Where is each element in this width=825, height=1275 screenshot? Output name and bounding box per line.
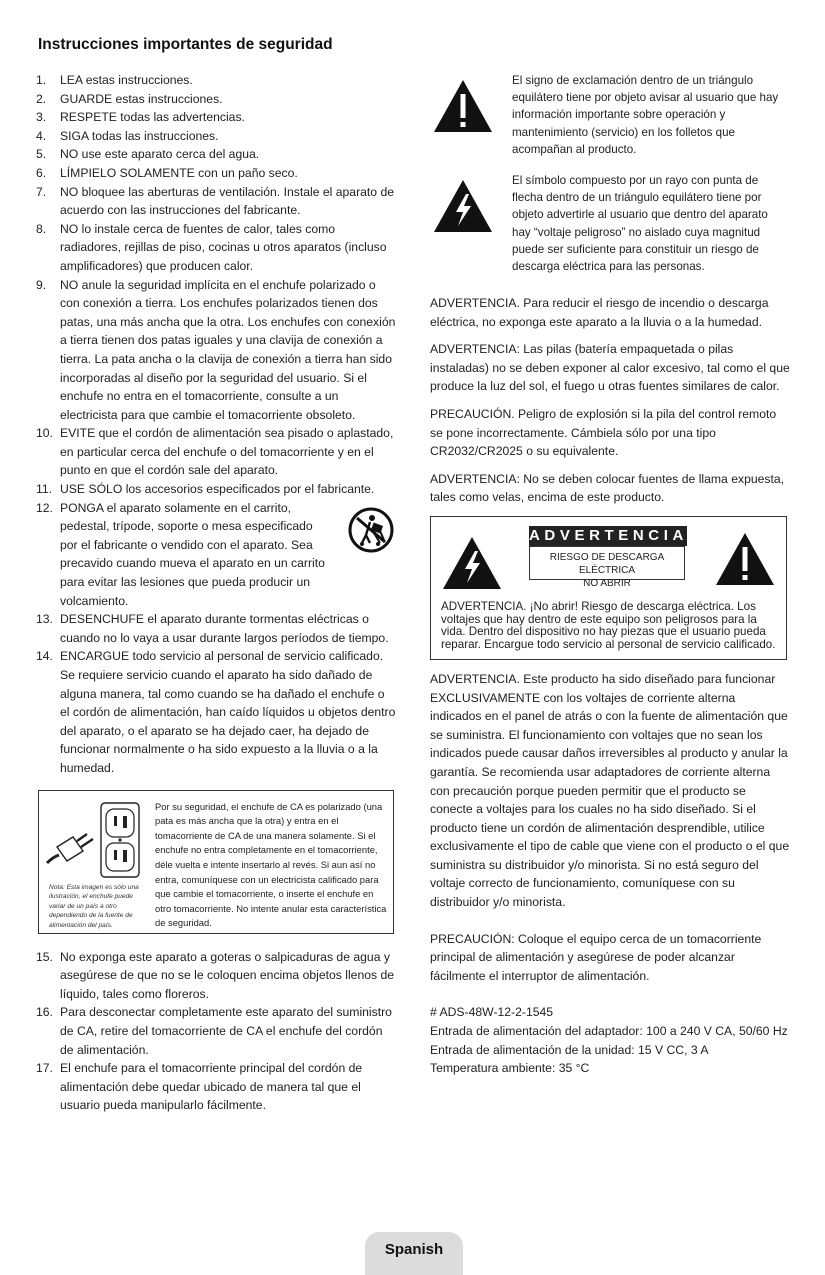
item-text: NO lo instale cerca de fuentes de calor, tales como radiadores, rejillas de piso, cocinas u otros aparatos (incluso amplificadores) que producen calor. <box>60 221 387 273</box>
list-item <box>36 108 396 127</box>
caution-remote-battery: PRECAUCIÓN. Peligro de explosión si la pila del control remoto se pone incorrectamente. Cámbiela sólo por una tipo CR2032/CR2025 o su equivalente. <box>430 406 777 459</box>
polarized-plug-outlet-icon <box>43 801 143 879</box>
item-text: NO anule la seguridad implícita en el enchufe polarizado o con conexión a tierra. Los enchufes polarizados tienen dos patas, una más ancha que la otra. Los enchufes con conexión a tierra tienen dos patas iguales y una clavija de conexión a tierra. La pata ancha o la clavija de conexión a tierra han sido incorporadas al diseño por la seguridad del usuario. Si el enchufe no entra en el tomacorriente, consulte a un electricista para que cambie el tomacorriente obsoleto. <box>60 277 396 422</box>
item-number: 17. <box>36 1061 53 1076</box>
polarized-plug-notice <box>38 790 394 934</box>
warning-open-flame: ADVERTENCIA: No se deben colocar fuentes de llama expuesta, tales como velas, encima de este producto. <box>430 471 785 505</box>
plug-notice-text: Por su seguridad, el enchufe de CA es polarizado (una pata es más ancha que la otra) y entra en el tomacorriente de CA de una manera solamente. Si el enchufe no entra completamente en el tomacorriente, déle vuelta e intente insertarlo al revés. Si aun así no entra, comuníquese con un electricista calificado para que cambie el tomacorriente, o inserte el enchufe en otro tomacorriente. No intente anular esta característica de seguridad. <box>155 800 387 929</box>
exclamation-symbol-explanation <box>430 72 790 172</box>
item-number: 5. <box>36 147 47 162</box>
item-number: 15. <box>36 949 53 964</box>
safety-instructions-list <box>36 71 396 778</box>
list-item <box>36 610 396 647</box>
item-number: 1. <box>36 73 47 87</box>
exclamation-triangle-icon <box>432 78 494 134</box>
safety-instructions-list-continued <box>36 948 396 1115</box>
item-text: SIGA todas las instrucciones. <box>60 128 219 143</box>
item-text: El enchufe para el tomacorriente principal del cordón de alimentación debe quedar ubicado de manera tal que el usuario pueda manipularlo fácilmente. <box>60 1061 363 1113</box>
item-number: 9. <box>36 277 47 292</box>
item-text: NO use este aparato cerca del agua. <box>60 147 260 162</box>
list-item <box>36 164 396 183</box>
left-column <box>36 71 396 1115</box>
lightning-triangle-icon <box>432 178 494 234</box>
item-text: ENCARGUE todo servicio al personal de servicio calificado. Se requiere servicio cuando el aparato ha sido dañado de alguna manera, tal como cuando se ha dañado el enchufe o el cordón de alimentación, han caído líquidos u objetos dentro del aparato, o el aparato se ha dejado caer, ha dejado de funcionar normalmente o ha sido expuesto a la lluvia o a la humedad. <box>60 649 396 775</box>
item-number: 7. <box>36 184 47 199</box>
item-text: RESPETE todas las advertencias. <box>60 110 245 125</box>
model-number: # ADS-48W-12-2-1545 <box>430 1005 554 1020</box>
caution-power-outlet: PRECAUCIÓN: Coloque el equipo cerca de un tomacorriente principal de alimentación y asegúrese de poder alcanzar fácilmente el interruptor de alimentación. <box>430 931 762 983</box>
lightning-triangle-icon <box>441 535 503 591</box>
warning-sub-line: NO ABRIR <box>583 577 631 589</box>
plug-illustration-note: Nota: Esta imagen es sólo una ilustración, el enchufe puede variar de un país a otro dependiendo de la fuente de alimentación del país. <box>49 883 139 929</box>
list-item <box>36 424 396 480</box>
list-item <box>36 1059 396 1115</box>
ambient-temperature: Temperatura ambiente: 35 °C <box>430 1061 590 1076</box>
item-text: PONGA el aparato solamente en el carrito, pedestal, trípode, soporte o mesa especificado por el fabricante o vendido con el aparato. Sea precavido cuando mueva el aparato en un carrito para evitar las lesiones que pueda producir un volcamiento. <box>60 500 325 608</box>
lightning-symbol-text: El símbolo compuesto por un rayo con punta de flecha dentro de un triángulo equilátero tiene por objeto advertirle al usuario que dentro del aparato hay “voltaje peligroso” no aislado cuya magnitud puede ser suficiente para constituir un riesgo de descarga eléctrica para las personas. <box>512 174 768 274</box>
item-text: LEA estas instrucciones. <box>60 73 193 87</box>
item-text: GUARDE estas instrucciones. <box>60 91 223 106</box>
list-item <box>36 183 396 220</box>
list-item <box>36 1003 396 1059</box>
warning-rain-moisture: ADVERTENCIA. Para reducir el riesgo de incendio o descarga eléctrica, no exponga este aparato a la lluvia o a la humedad. <box>430 296 769 329</box>
item-text: No exponga este aparato a goteras o salpicaduras de agua y asegúrese de que no se le coloquen encima objetos llenos de líquido, tales como floreros. <box>60 949 395 1001</box>
item-text: Para desconectar completamente este aparato del suministro de CA, retire del tomacorriente de CA el enchufe del cordón de alimentación. <box>60 1005 392 1057</box>
item-text: EVITE que el cordón de alimentación sea pisado o aplastado, en particular cerca del enchufe o del tomacorriente y en el punto en que el cordón sale del aparato. <box>60 426 394 478</box>
item-text: NO bloquee las aberturas de ventilación. Instale el aparato de acuerdo con las instrucciones del fabricante. <box>60 184 395 218</box>
item-number: 4. <box>36 128 47 143</box>
list-item <box>36 480 396 499</box>
item-number: 3. <box>36 110 47 125</box>
exclamation-triangle-icon <box>714 531 776 587</box>
warning-heading: ADVERTENCIA <box>529 526 688 544</box>
adapter-input: Entrada de alimentación del adaptador: 100 a 240 V CA, 50/60 Hz <box>430 1024 788 1039</box>
power-specifications <box>430 1003 790 1077</box>
item-text: LÍMPIELO SOLAMENTE con un paño seco. <box>60 165 298 180</box>
list-item <box>36 145 396 164</box>
lightning-symbol-explanation <box>430 172 790 294</box>
shock-warning-box <box>430 516 787 660</box>
list-item <box>36 220 396 276</box>
unit-input: Entrada de alimentación de la unidad: 15 V CC, 3 A <box>430 1042 709 1057</box>
cart-tip-over-icon <box>348 507 394 553</box>
item-number: 2. <box>36 91 47 106</box>
item-number: 16. <box>36 1005 53 1020</box>
item-number: 10. <box>36 426 53 441</box>
item-number: 6. <box>36 165 47 180</box>
item-number: 12. <box>36 500 53 515</box>
item-number: 13. <box>36 612 53 627</box>
list-item <box>36 127 396 146</box>
right-column <box>430 72 790 1078</box>
warning-subheading <box>529 546 685 589</box>
item-number: 8. <box>36 221 47 236</box>
page-title: Instrucciones importantes de seguridad <box>38 36 333 53</box>
list-item <box>36 90 396 109</box>
list-item <box>36 276 396 425</box>
warning-exclusive-voltage: ADVERTENCIA. Este producto ha sido diseñado para funcionar EXCLUSIVAMENTE con los voltajes de corriente alterna indicados en el panel de atrás o con la fuente de alimentación que se suministra. El funcionamiento con voltajes que no sean los indicados puede causar daños irreversibles al producto y anular la garantía. Se recomienda usar adaptadores de corriente alterna con precaución porque pueden permitir que el producto se conecte a voltajes para los cuales no ha sido diseñado. Si el producto tiene un cordón de alimentación desprendible, utilice exclusivamente el tipo de cable que viene con el producto o el que suministra su distribuidor y/o minorista. Si no está seguro del voltaje correcto de funcionamiento, comuníquese con su distribuidor y/o minorista. <box>430 671 790 910</box>
item-text: DESENCHUFE el aparato durante tormentas eléctricas o cuando no lo vaya a usar durante largos períodos de tiempo. <box>60 612 389 645</box>
warning-sub-line: RIESGO DE DESCARGA ELÉCTRICA <box>549 551 665 576</box>
exclamation-symbol-text: El signo de exclamación dentro de un triángulo equilátero tiene por objeto avisar al usuario que hay información importante sobre operación y mantenimiento (servicio) en los folletos que acompañan al producto. <box>512 74 779 156</box>
list-item <box>36 499 396 611</box>
language-tab: Spanish <box>365 1232 463 1275</box>
item-text: USE SÓLO los accesorios especificados por el fabricante. <box>60 482 375 497</box>
list-item <box>36 647 396 777</box>
list-item <box>36 71 396 90</box>
item-number: 14. <box>36 649 53 664</box>
warning-batteries-heat: ADVERTENCIA: Las pilas (batería empaquetada o pilas instaladas) no se deben exponer al calor excesivo, tal como el que produce la luz del sol, el fuego u otras fuentes similares de calor. <box>430 342 790 394</box>
item-number: 11. <box>36 482 53 497</box>
warning-box-body: ADVERTENCIA. ¡No abrir! Riesgo de descarga eléctrica. Los voltajes que hay dentro de este equipo son peligrosos para la vida. Dentro del dispositivo no hay piezas que el usuario pueda reparar. Encargue todo servicio al personal de servicio calificado. <box>441 599 776 651</box>
list-item <box>36 948 396 1004</box>
